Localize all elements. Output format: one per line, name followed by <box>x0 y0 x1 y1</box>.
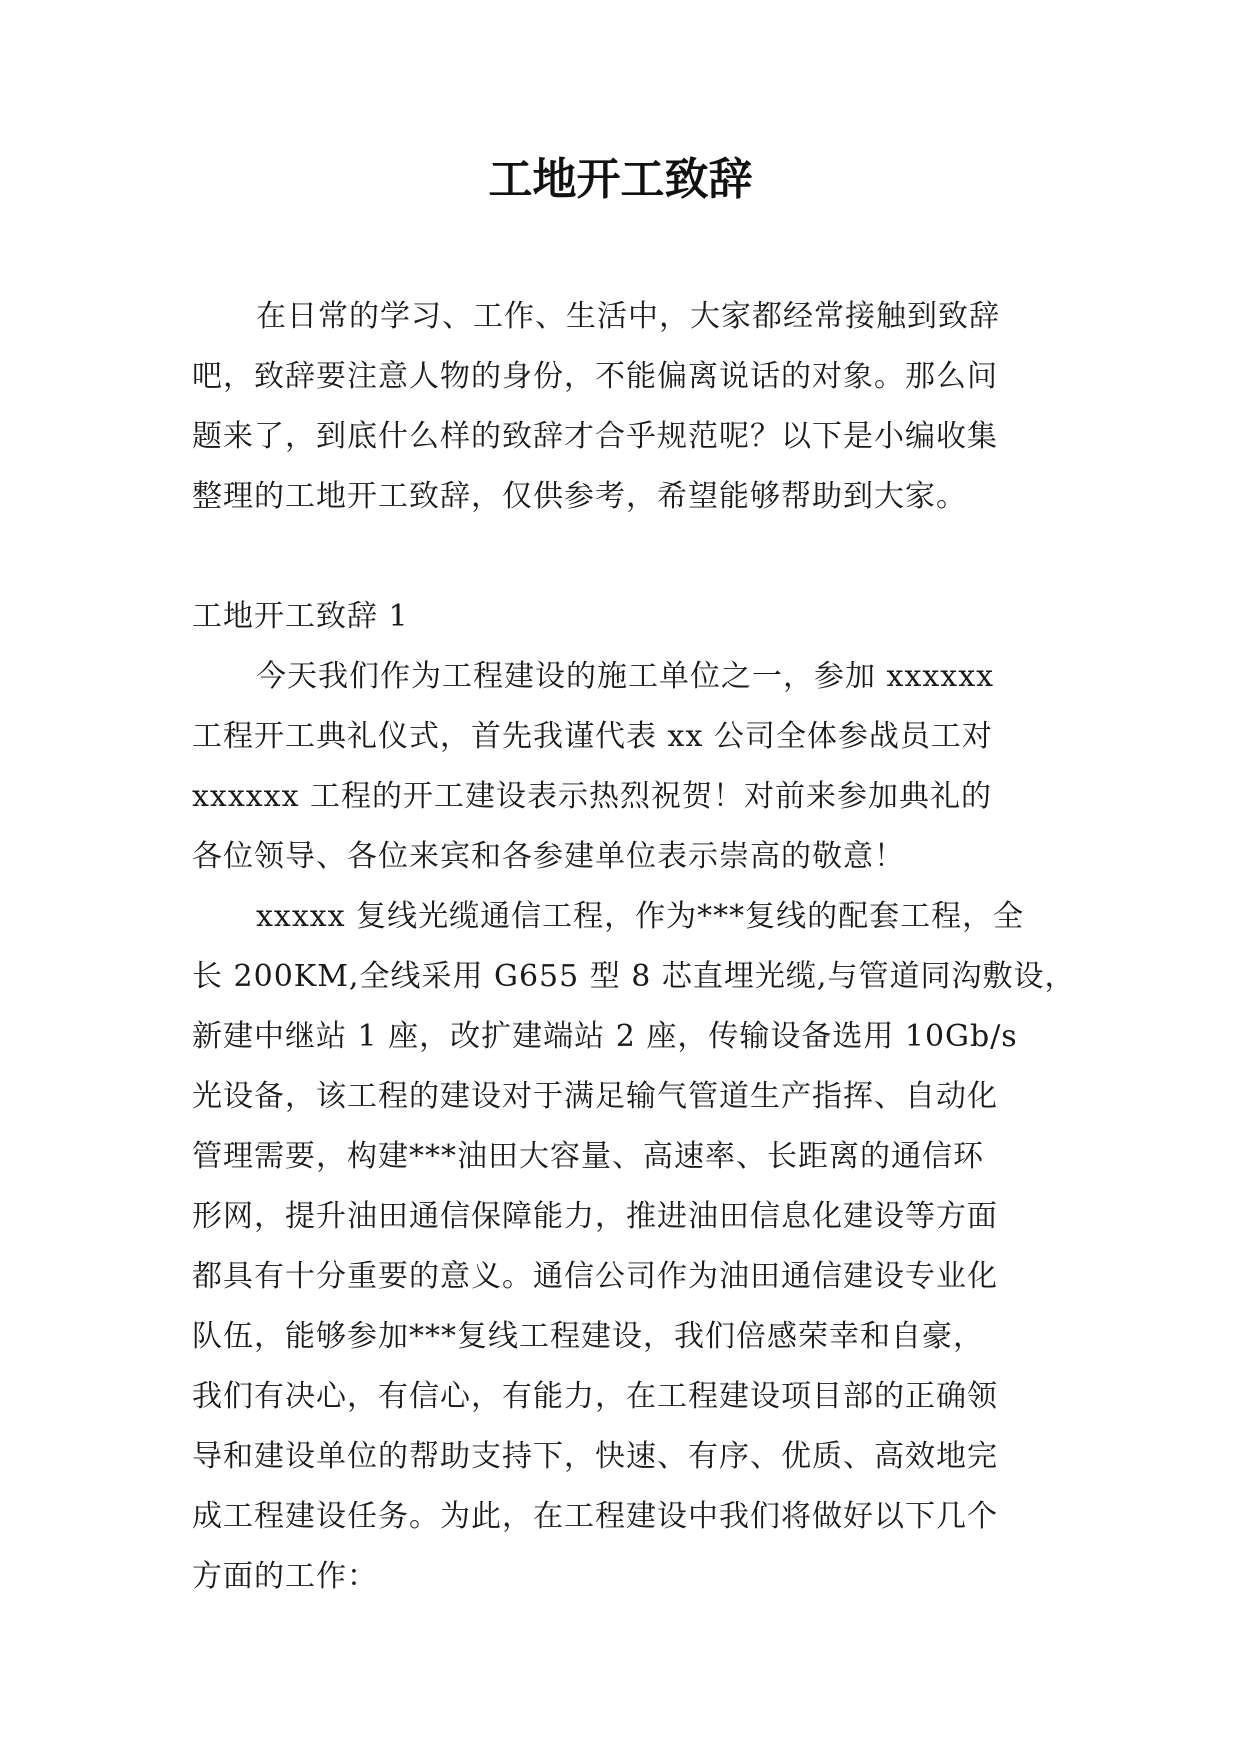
paragraph-line: 方面的工作： <box>192 1559 378 1594</box>
section-paragraph-1 <box>192 647 1052 887</box>
paragraph-line: 工程开工典礼仪式，首先我谨代表 xx 公司全体参战员工对 <box>192 719 993 754</box>
paragraph-line: 新建中继站 1 座，改扩建端站 2 座，传输设备选用 10Gb/s <box>192 1019 1018 1054</box>
section-paragraph-2 <box>192 887 1076 1607</box>
paragraph-line: 各位领导、各位来宾和各参建单位表示崇高的敬意！ <box>192 839 905 874</box>
intro-line: 在日常的学习、工作、生活中，大家都经常接触到致辞 <box>256 299 1000 334</box>
paragraph-line: 今天我们作为工程建设的施工单位之一，参加 xxxxxx <box>256 659 995 694</box>
paragraph-spacer <box>192 527 1052 587</box>
paragraph-line: 管理需要，构建***油田大容量、高速率、长距离的通信环 <box>192 1139 984 1174</box>
paragraph-line: 形网，提升油田通信保障能力，推进油田信息化建设等方面 <box>192 1199 998 1234</box>
paragraph-line: 我们有决心，有信心，有能力，在工程建设项目部的正确领 <box>192 1379 998 1414</box>
paragraph-line: 成工程建设任务。为此，在工程建设中我们将做好以下几个 <box>192 1499 998 1534</box>
document-title: 工地开工致辞 <box>488 154 753 205</box>
paragraph-line: xxxxxx 工程的开工建设表示热烈祝贺！对前来参加典礼的 <box>192 779 993 814</box>
intro-paragraph <box>192 287 1052 527</box>
paragraph-line: 光设备，该工程的建设对于满足输气管道生产指挥、自动化 <box>192 1079 998 1114</box>
section-heading: 工地开工致辞 1 <box>192 599 409 634</box>
intro-line: 吧，致辞要注意人物的身份，不能偏离说话的对象。那么问 <box>192 359 998 394</box>
paragraph-line: 导和建设单位的帮助支持下，快速、有序、优质、高效地完 <box>192 1439 998 1474</box>
paragraph-line: 都具有十分重要的意义。通信公司作为油田通信建设专业化 <box>192 1259 998 1294</box>
paragraph-line: 队伍，能够参加***复线工程建设，我们倍感荣幸和自豪， <box>192 1319 984 1354</box>
paragraph-line: 长 200KM,全线采用 G655 型 8 芯直埋光缆,与管道同沟敷设， <box>192 959 1076 994</box>
intro-line: 题来了，到底什么样的致辞才合乎规范呢？以下是小编收集 <box>192 419 998 454</box>
paragraph-line: xxxxx 复线光缆通信工程，作为***复线的配套工程，全 <box>256 899 1025 934</box>
document-body <box>192 287 1076 1607</box>
intro-line: 整理的工地开工致辞，仅供参考，希望能够帮助到大家。 <box>192 479 967 514</box>
